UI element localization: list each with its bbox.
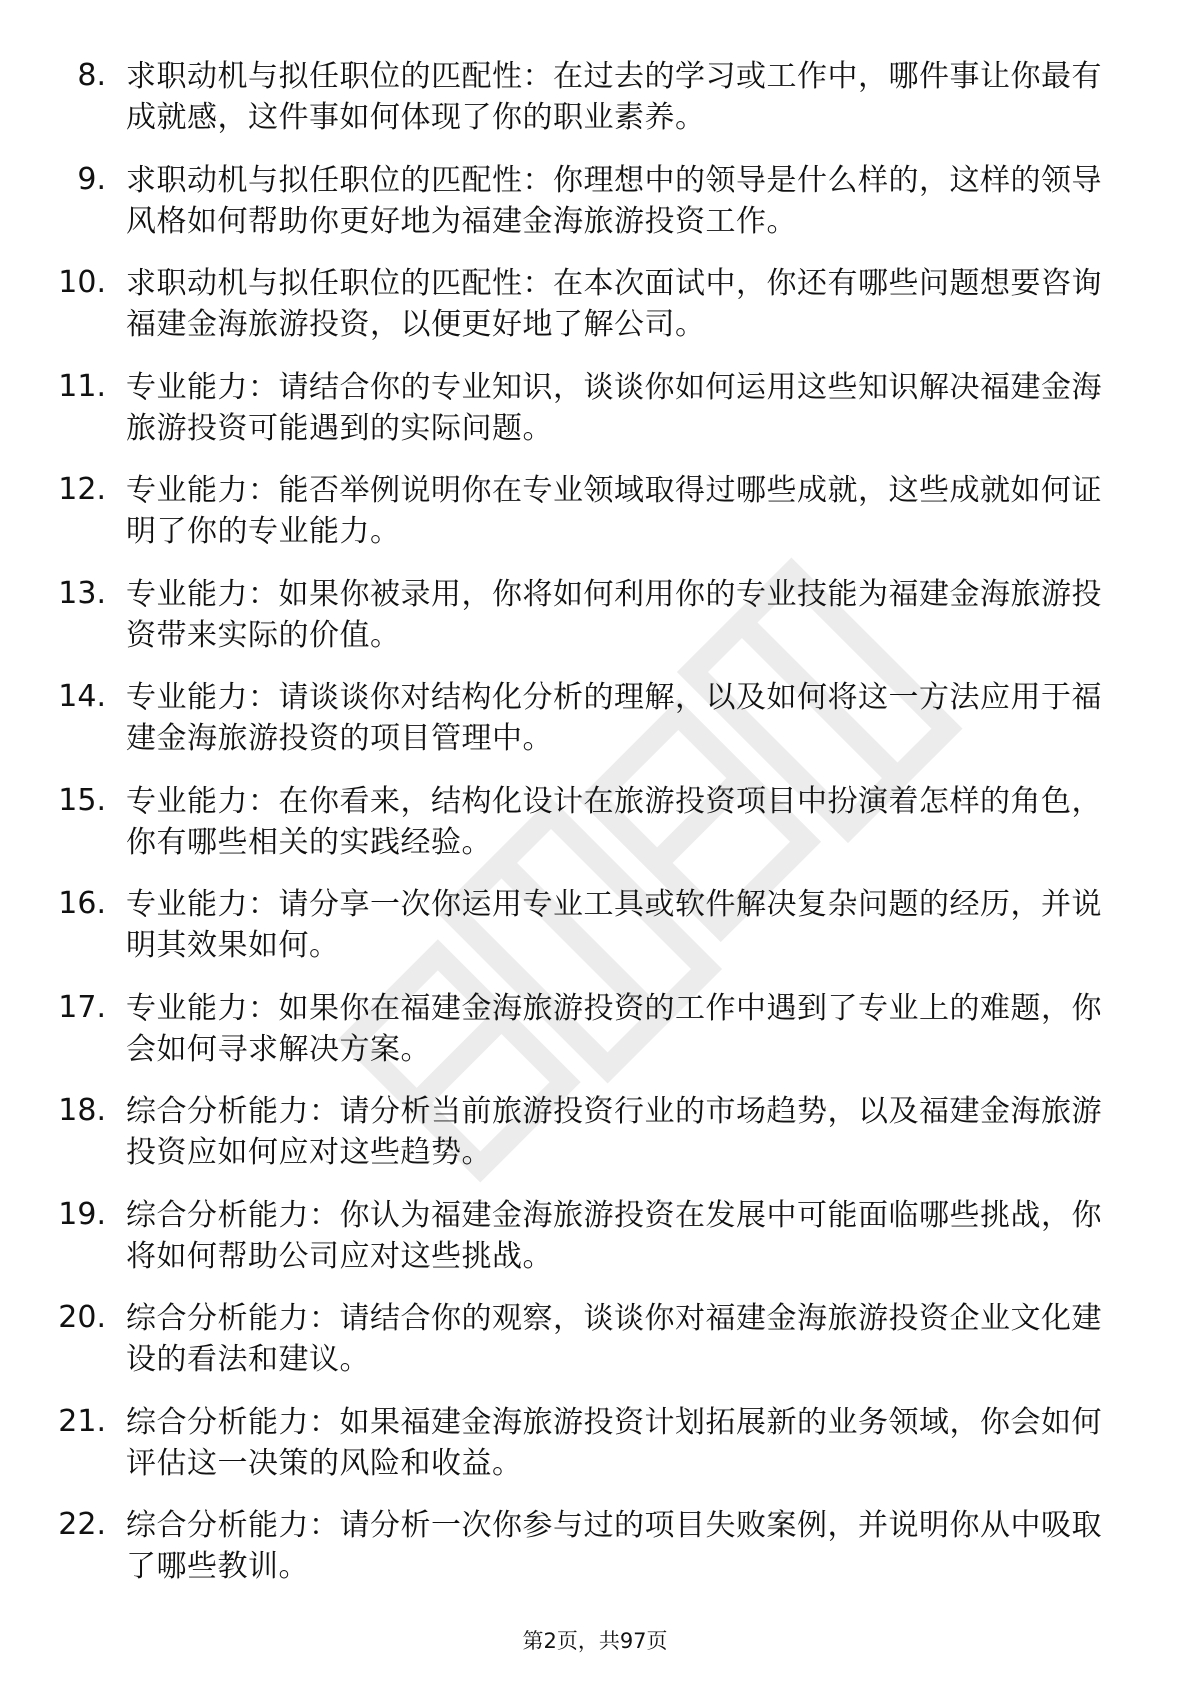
question-number: 9. [77, 161, 106, 197]
question-item [0, 1089, 1190, 1193]
question-number: 10. [58, 265, 106, 300]
question-item [0, 572, 1190, 676]
question-item [0, 779, 1190, 883]
question-text: 专业能力：如果你被录用，你将如何利用你的专业技能为福建金海旅游投资带来实际的价值。 [126, 576, 1102, 653]
question-number: 14. [58, 679, 106, 714]
question-text: 综合分析能力：请分析一次你参与过的项目失败案例，并说明你从中吸取了哪些教训。 [126, 1508, 1102, 1584]
question-number: 13. [58, 575, 106, 611]
question-text: 综合分析能力：请分析当前旅游投资行业的市场趋势，以及福建金海旅游投资应如何应对这些趋势。 [126, 1094, 1102, 1170]
question-item [0, 1503, 1190, 1607]
question-text: 求职动机与拟任职位的匹配性：你理想中的领导是什么样的，这样的领导风格如何帮助你更好地为福建金海旅游投资工作。 [126, 162, 1102, 239]
question-item [0, 1193, 1190, 1297]
question-number: 19. [58, 1196, 106, 1232]
question-number: 20. [58, 1300, 106, 1335]
question-number: 21. [58, 1403, 106, 1439]
question-number: 16. [58, 886, 106, 921]
question-item [0, 1400, 1190, 1504]
question-item [0, 261, 1190, 365]
question-text: 专业能力：请谈谈你对结构化分析的理解，以及如何将这一方法应用于福建金海旅游投资的项目管理中。 [126, 680, 1102, 756]
question-number: 8. [77, 58, 106, 93]
question-item [0, 1296, 1190, 1400]
question-item [0, 882, 1190, 986]
question-text: 综合分析能力：你认为福建金海旅游投资在发展中可能面临哪些挑战，你将如何帮助公司应对这些挑战。 [126, 1197, 1102, 1274]
question-item [0, 468, 1190, 572]
question-item [0, 986, 1190, 1090]
question-text: 综合分析能力：如果福建金海旅游投资计划拓展新的业务领域，你会如何评估这一决策的风险和收益。 [126, 1404, 1102, 1481]
question-text: 专业能力：在你看来，结构化设计在旅游投资项目中扮演着怎样的角色，你有哪些相关的实践经验。 [126, 783, 1102, 860]
question-text: 专业能力：请结合你的专业知识，谈谈你如何运用这些知识解决福建金海旅游投资可能遇到的实际问题。 [126, 369, 1102, 446]
page-footer [0, 1625, 1190, 1655]
question-text: 求职动机与拟任职位的匹配性：在本次面试中，你还有哪些问题想要咨询福建金海旅游投资，以便更好地了解公司。 [126, 266, 1102, 342]
question-number: 12. [58, 472, 106, 507]
question-number: 22. [58, 1507, 106, 1542]
question-list [0, 54, 1190, 1607]
page-number-label: 第2页，共97页 [522, 1629, 668, 1653]
question-text: 专业能力：能否举例说明你在专业领域取得过哪些成就，这些成就如何证明了你的专业能力。 [126, 473, 1102, 549]
question-number: 11. [58, 368, 106, 404]
question-text: 专业能力：如果你在福建金海旅游投资的工作中遇到了专业上的难题，你会如何寻求解决方案。 [126, 990, 1102, 1067]
question-item [0, 158, 1190, 262]
question-number: 15. [58, 782, 106, 818]
question-text: 求职动机与拟任职位的匹配性：在过去的学习或工作中，哪件事让你最有成就感，这件事如何体现了你的职业素养。 [126, 59, 1102, 135]
question-item [0, 365, 1190, 469]
question-text: 专业能力：请分享一次你运用专业工具或软件解决复杂问题的经历，并说明其效果如何。 [126, 887, 1102, 963]
question-number: 18. [58, 1093, 106, 1128]
question-item [0, 675, 1190, 779]
question-text: 综合分析能力：请结合你的观察，谈谈你对福建金海旅游投资企业文化建设的看法和建议。 [126, 1301, 1102, 1377]
question-item [0, 54, 1190, 158]
question-number: 17. [58, 989, 106, 1025]
